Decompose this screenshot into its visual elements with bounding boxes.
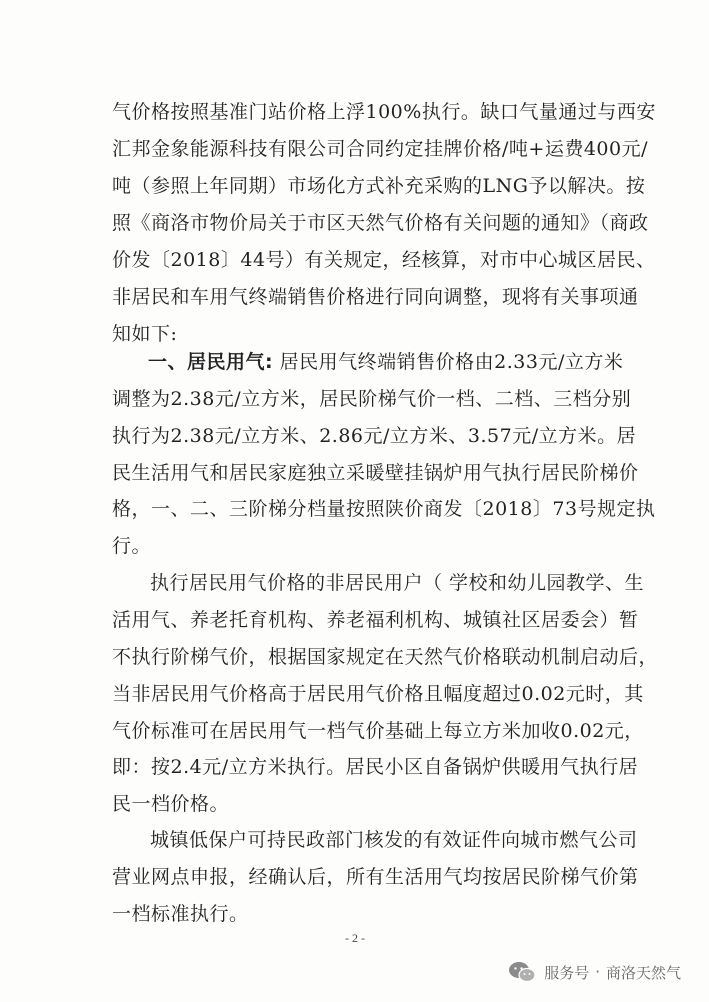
text-line: 气价格按照基准门站价格上浮100%执行。缺口气量通过与西安 (112, 101, 656, 123)
wechat-icon (508, 961, 536, 983)
text-line: 不执行阶梯气价，根据国家规定在天然气价格联动机制启动后， (112, 646, 659, 668)
account-name: 商洛天然气 (605, 963, 681, 982)
text-line: 城镇低保户可持民政部门核发的有效证件向城市燃气公司 (150, 829, 638, 851)
text-line: 当非居民用气价格高于居民用气价格且幅度超过0.02元时，其 (112, 683, 644, 705)
text-line: 气价标准可在居民用气一档气价基础上每立方米加收0.02元， (112, 720, 644, 742)
text-line: 非居民和车用气终端销售价格进行同向调整，现将有关事项通 (112, 286, 639, 308)
text-line: 价发〔2018〕44号）有关规定，经核算，对市中心城区居民、 (112, 249, 656, 271)
section-heading: 一、居民用气: (148, 351, 274, 373)
text-line: 格，一、二、三阶梯分档量按照陕价商发〔2018〕73号规定执 (112, 498, 656, 520)
text-line: 一档标准执行。 (112, 903, 249, 925)
text-line: 执行为2.38元/立方米、2.86元/立方米、3.57元/立方米。居 (112, 425, 637, 447)
text-line: 照《商洛市物价局关于市区天然气价格有关问题的通知》（商政 (112, 212, 649, 234)
text-line: 即：按2.4元/立方米执行。居民小区自备锅炉供暖用气执行居 (112, 756, 639, 778)
text-line: 知如下: (112, 323, 178, 345)
text-line: 吨（参照上年同期）市场化方式补充采购的LNG予以解决。按 (112, 175, 646, 197)
text-line: 居民用气终端销售价格由2.33元/立方米 (279, 351, 624, 373)
footer-separator: · (595, 963, 600, 981)
page-number: - 2 - (345, 931, 365, 945)
text-line: 民生活用气和居民家庭独立采暖壁挂锅炉用气执行居民阶梯价 (112, 462, 639, 484)
text-line: 活用气、养老托育机构、养老福利机构、城镇社区居委会）暂 (112, 609, 639, 631)
text-line: 调整为2.38元/立方米，居民阶梯气价一档、二档、三档分别 (112, 388, 632, 410)
footer-label: 服务号 (544, 963, 590, 982)
wechat-account-footer[interactable] (508, 961, 681, 983)
text-line: 营业网点申报，经确认后，所有生活用气均按居民阶梯气价第 (112, 866, 639, 888)
section-one-line (148, 350, 648, 374)
text-line: 汇邦金象能源科技有限公司合同约定挂牌价格/吨+运费400元/ (112, 138, 648, 160)
text-line: 行。 (112, 535, 152, 557)
text-line: 民一档价格。 (112, 793, 230, 815)
text-line: 执行居民用气价格的非居民用户（ 学校和幼儿园教学、生 (150, 572, 645, 594)
